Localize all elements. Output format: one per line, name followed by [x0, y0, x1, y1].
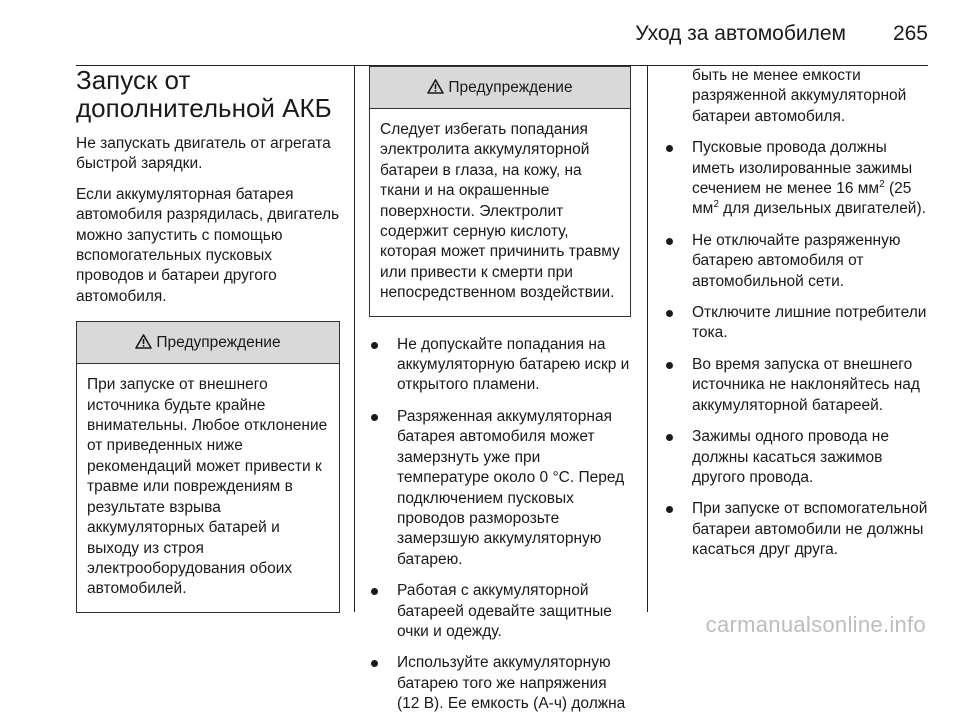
bullet-list: [369, 335, 631, 715]
warning-triangle-icon: [427, 79, 444, 99]
bullet-icon: [666, 362, 673, 369]
list-item-text: Используйте аккумуляторную батарею того же напряжения (12 В). Ее емкость (А-ч) должна: [397, 654, 626, 713]
list-item: [369, 407, 631, 570]
bullet-icon: [371, 588, 378, 595]
list-item-text: Во время запуска от внешнего источника не наклоняйтесь над аккумуляторной батареей.: [692, 355, 920, 414]
warning-box: [76, 321, 340, 612]
bullet-icon: [371, 660, 378, 667]
warning-heading-text: Предупреждение: [156, 333, 281, 351]
warning-text: При запуске от внешнего источника будьте крайне внимательны. Любое отклонение от приведенных ниже рекомендаций может привести к травме или повреждениям в результате взрыва аккумуляторных батарей и выходу из строя электрооборудования обоих автомобилей.: [87, 376, 328, 598]
column-divider: [647, 66, 648, 612]
warning-triangle-icon: [135, 334, 152, 354]
warning-box: [369, 66, 631, 317]
warning-heading: [77, 322, 339, 364]
page-number: 265: [892, 22, 928, 45]
list-item: [664, 355, 928, 416]
list-item: [664, 138, 928, 220]
warning-text: Следует избегать попадания электролита аккумуляторной батареи в глаза, на кожу, на ткани и на окрашенные поверхности. Электролит содержит серную кислоту, которая может причинить травму или привести к смерти при непосредственном воздействии.: [380, 121, 620, 302]
list-item: [664, 427, 928, 488]
section-title-line: дополнительной АКБ: [76, 93, 332, 123]
paragraph: Не запускать двигатель от агрегата быстрой зарядки.: [76, 135, 331, 173]
continued-text: быть не менее емкости разряженной аккумуляторной батареи автомобиля.: [692, 67, 907, 125]
list-item: [369, 653, 631, 714]
watermark: carmanualsonline.info: [705, 612, 926, 637]
list-item: [369, 335, 631, 396]
list-item: [664, 303, 928, 344]
paragraph: Если аккумуляторная батарея автомобиля разрядилась, двигатель можно запустить с помощью вспомогательных пусковых проводов и батареи другого автомобиля.: [76, 185, 340, 305]
section-title: [76, 66, 340, 122]
column-left: [76, 66, 340, 613]
list-item-text: Отключите лишние потребители тока.: [692, 304, 927, 342]
list-item: [664, 231, 928, 292]
section-title-line: Запуск от: [76, 65, 191, 95]
bullet-icon: [666, 238, 673, 245]
list-item-text: Не отключайте разряженную батарею автомобиля от автомобильной сети.: [692, 231, 901, 290]
list-item-text: Пусковые провода должны иметь изолированные зажимы сечением не менее 16 $мм^2$ (25 $мм^2$ для дизельных двигателей).: [692, 139, 926, 218]
page-header: [76, 20, 928, 66]
list-item-text: Работая с аккумуляторной батареей одевайте защитные очки и одежду.: [397, 582, 612, 640]
list-item-text: Не допускайте попадания на аккумуляторную батарею искр и открытого пламени.: [397, 335, 630, 394]
column-middle: [369, 66, 631, 726]
bullet-icon: [666, 506, 673, 513]
bullet-icon: [666, 310, 673, 317]
bullet-list: [664, 138, 928, 560]
column-divider: [354, 66, 355, 612]
bullet-icon: [666, 145, 673, 152]
bullet-icon: [666, 434, 673, 441]
bullet-icon: [371, 414, 378, 421]
header-title: Уход за автомобилем: [635, 22, 846, 45]
list-item-text: При запуске от вспомогательной батареи автомобили не должны касаться друг друга.: [692, 500, 928, 559]
warning-heading-text: Предупреждение: [448, 78, 573, 96]
list-item-text: Зажимы одного провода не должны касаться зажимов другого провода.: [692, 428, 889, 486]
list-item: [369, 581, 631, 642]
column-right: [664, 66, 928, 572]
bullet-icon: [371, 342, 378, 349]
list-item: [664, 499, 928, 560]
list-item-text: Разряженная аккумуляторная батарея автомобиля может замерзнуть уже при температуре около 0 °C. Перед подключением пусковых проводов разморозьте замерзшую аккумуляторную батарею.: [397, 407, 625, 568]
warning-heading: [370, 67, 630, 109]
